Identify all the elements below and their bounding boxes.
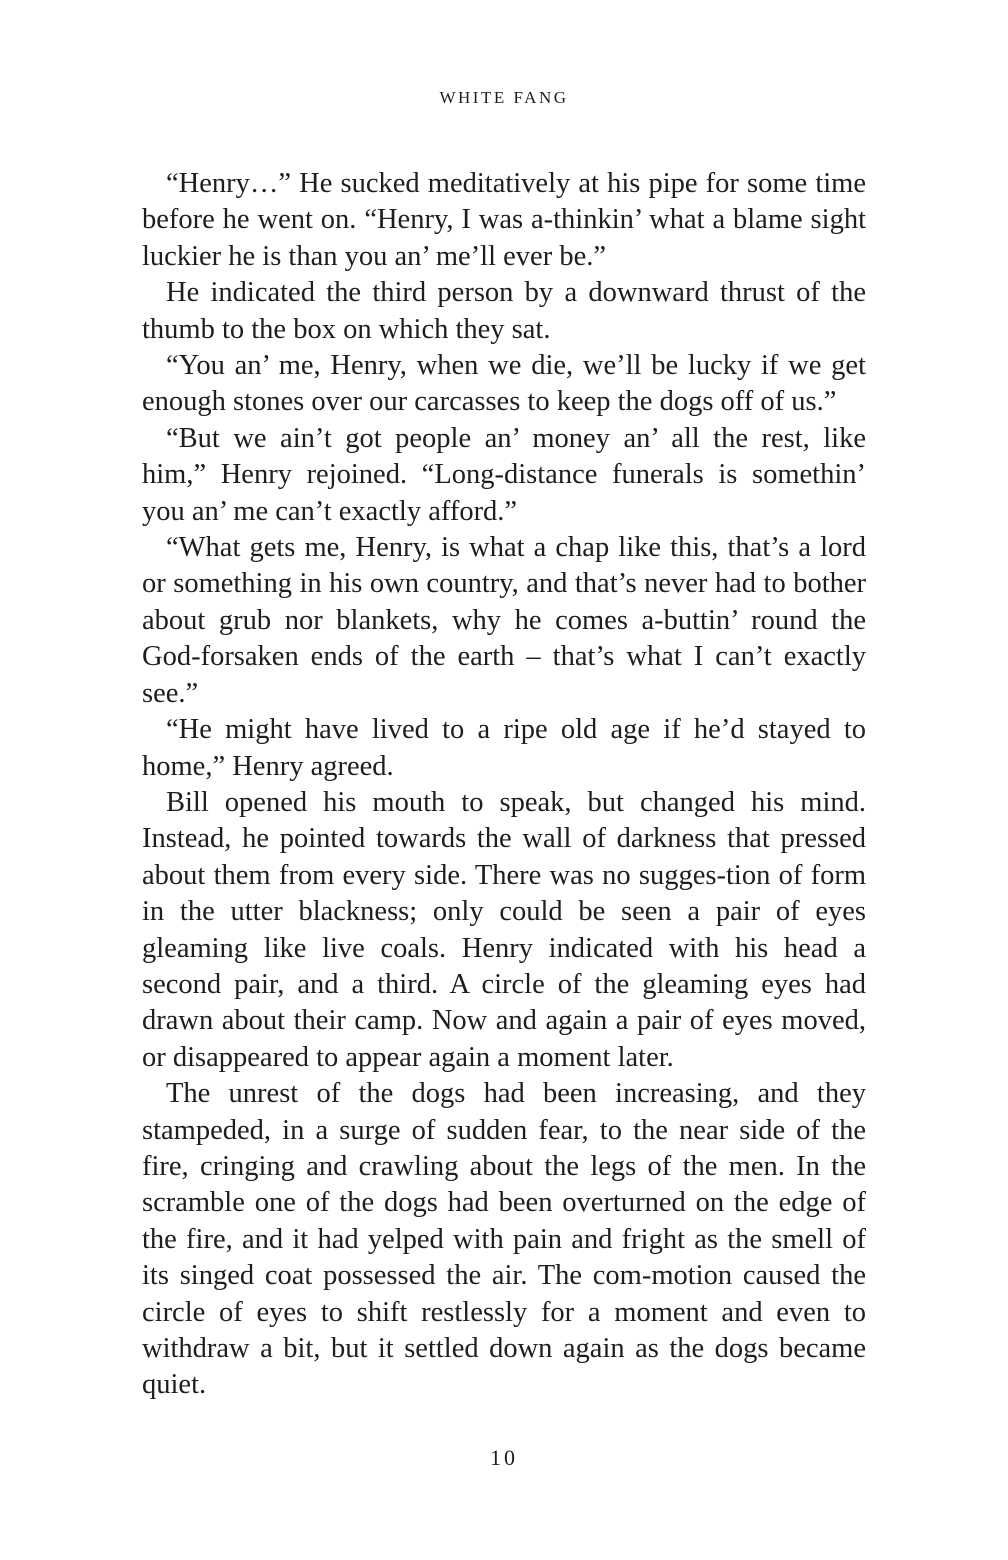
paragraph: “He might have lived to a ripe old age if he’d stayed to home,” Henry agreed.: [142, 714, 866, 782]
paragraph: Bill opened his mouth to speak, but changed his mind. Instead, he pointed towards the wall of darkness that pressed about them from every side. There was no sugges-tion of form in the utter blackness; only could be seen a pair of eyes gleaming like live coals. Henry indicated with his head a second pair, and a third. A circle of the gleaming eyes had drawn about their camp. Now and again a pair of eyes moved, or disappeared to appear again a moment later.: [142, 786, 866, 1073]
paragraph: He indicated the third person by a downward thrust of the thumb to the box on which they sat.: [142, 277, 866, 345]
paragraph: “You an’ me, Henry, when we die, we’ll be lucky if we get enough stones over our carcasses to keep the dogs off of us.”: [142, 350, 866, 418]
paragraph: “What gets me, Henry, is what a chap like this, that’s a lord or something in his own country, and that’s never had to bother about grub nor blankets, why he comes a-buttin’ round the God-forsaken ends of the earth – that’s what I can’t exactly see.”: [142, 532, 866, 709]
paragraph: “But we ain’t got people an’ money an’ all the rest, like him,” Henry rejoined. “Long-distance funerals is somethin’ you an’ me can’t exactly afford.”: [142, 422, 866, 527]
paragraph: “Henry…” He sucked meditatively at his pipe for some time before he went on. “Henry, I was a-thinkin’ what a blame sight luckier he is than you an’ me’ll ever be.”: [142, 168, 866, 272]
running-head: WHITE FANG: [439, 88, 569, 107]
page-number: 10: [490, 1445, 518, 1470]
paragraph: The unrest of the dogs had been increasing, and they stampeded, in a surge of sudden fear, to the near side of the fire, cringing and crawling about the legs of the men. In the scramble one of the dogs had been overturned on the edge of the fire, and it had yelped with pain and fright as the smell of its singed coat possessed the air. The com-motion caused the circle of eyes to shift restlessly for a moment and even to withdraw a bit, but it settled down again as the dogs became quiet.: [142, 1078, 866, 1401]
body-text: [142, 166, 866, 1404]
